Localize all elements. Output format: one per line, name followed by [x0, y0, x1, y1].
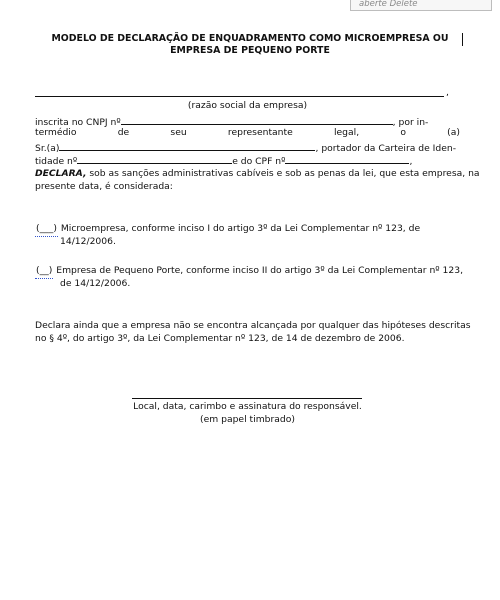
cpf-label: e do CPF nº — [232, 156, 286, 167]
word: legal, — [333, 127, 360, 138]
text-cursor — [462, 33, 463, 46]
pequeno-porte-checkbox[interactable]: (__) — [36, 265, 53, 276]
word: representante — [227, 127, 293, 138]
option-pequeno-porte — [35, 265, 463, 277]
cnpj-field[interactable] — [121, 115, 393, 125]
word: o — [400, 127, 406, 138]
cnpj-tail: , por in- — [392, 117, 429, 128]
word: seu — [170, 127, 187, 138]
id-label: tidade nº — [35, 156, 78, 167]
cpf-tail: , — [409, 156, 413, 167]
declara-keyword: DECLARA, — [35, 168, 87, 179]
representative-name-line — [35, 141, 460, 155]
microempresa-checkbox[interactable]: (___) — [36, 223, 57, 234]
representative-name-field[interactable] — [59, 141, 315, 151]
closing-line-1: Declara ainda que a empresa não se encontra alcançada por qualquer das hipóteses descritas — [35, 320, 471, 331]
signature-caption: Local, data, carimbo e assinatura do responsável. — [133, 401, 362, 412]
cnpj-label: inscrita no CNPJ nº — [35, 117, 121, 128]
pequeno-porte-date: de 14/12/2006. — [60, 278, 131, 289]
company-name-caption: (razão social da empresa) — [187, 100, 308, 111]
option-microempresa — [35, 223, 460, 235]
cpf-field[interactable] — [285, 154, 409, 164]
declaration-text: sob as sanções administrativas cabíveis e sob as penas da lei, que esta empresa, na — [86, 168, 480, 179]
word: termédio — [35, 127, 77, 138]
document-title: MODELO DE DECLARAÇÃO DE ENQUADRAMENTO COMO MICROEMPRESA OU EMPRESA DE PEQUENO PORTE — [51, 33, 449, 56]
id-cpf-line — [35, 154, 460, 168]
company-name-comma: , — [446, 87, 449, 98]
declaration-line-2: presente data, é considerada: — [35, 181, 173, 192]
signature-line[interactable] — [132, 398, 362, 399]
word: (a) — [447, 127, 460, 138]
letterhead-note: (em papel timbrado) — [200, 414, 295, 425]
id-number-field[interactable] — [77, 154, 232, 164]
toolbar-text: aberte Delete — [359, 0, 418, 9]
toolbar-strip — [350, 0, 492, 11]
pequeno-porte-text: Empresa de Pequeno Porte, conforme inciso II do artigo 3º da Lei Complementar nº 123, — [53, 265, 463, 276]
id-card-label: , portador da Carteira de Iden- — [315, 143, 457, 154]
word: de — [117, 127, 130, 138]
microempresa-date: 14/12/2006. — [60, 236, 116, 247]
microempresa-text: Microempresa, conforme inciso I do artigo 3º da Lei Complementar nº 123, de — [57, 223, 421, 234]
sr-label: Sr.(a) — [35, 143, 60, 154]
company-name-line[interactable] — [35, 96, 444, 97]
representative-line — [35, 127, 460, 139]
declaration-line — [35, 168, 480, 180]
closing-line-2: no § 4º, do artigo 3º, da Lei Complementar nº 123, de 14 de dezembro de 2006. — [35, 333, 405, 344]
